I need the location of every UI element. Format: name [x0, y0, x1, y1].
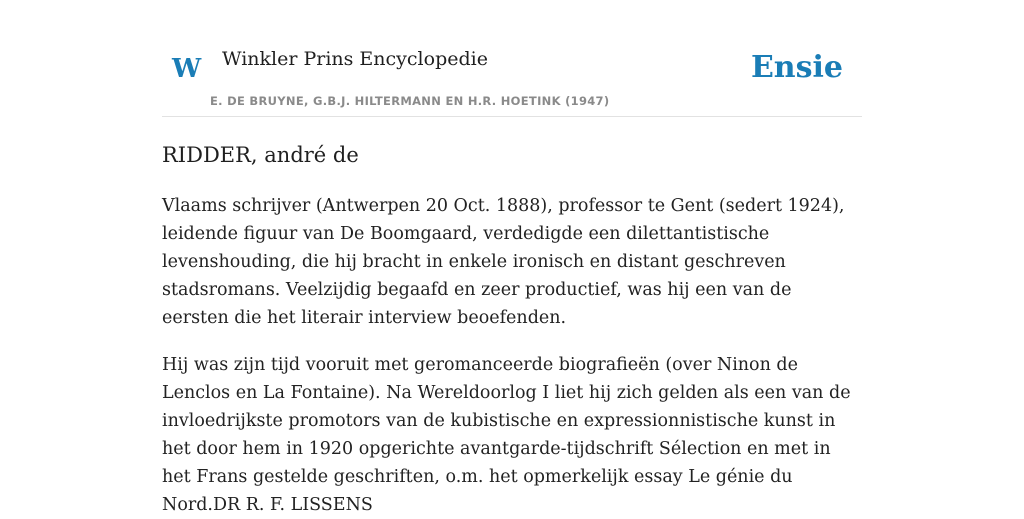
header — [162, 0, 862, 117]
entry-headword: RIDDER, andré de — [162, 143, 359, 167]
entry-paragraph: Vlaams schrijver (Antwerpen 20 Oct. 1888), professor te Gent (sedert 1924), leidende figuur van De Boomgaard, verdedigde een dilettantistische levenshouding, die hij bracht in enkele ironisch en distant geschreven stadsromans. Veelzijdig begaafd en zeer productief, was hij een van de eersten die het literair interview beoefenden. — [162, 196, 845, 328]
entry-paragraph: Hij was zijn tijd vooruit met geromanceerde biografieën (over Ninon de Lenclos en La Fontaine). Na Wereldoorlog I liet hij zich gelden als een van de invloedrijkste promotors van de kubistische en expressionnistische kunst in het door hem in 1920 opgerichte avantgarde-tijdschrift Sélection en met in het Frans gestelde geschriften, o.m. het opmerkelijk essay Le génie du Nord.DR R. F. LISSENS — [162, 355, 851, 515]
publication-title[interactable]: Winkler Prins Encyclopedie — [222, 48, 488, 70]
ensie-logo[interactable]: Ensie — [750, 50, 843, 85]
encyclopedia-logo[interactable]: W — [172, 54, 202, 84]
entry-card — [162, 0, 862, 515]
authors-line: E. DE BRUYNE, G.B.J. HILTERMANN EN H.R. HOETINK (1947) — [210, 94, 610, 108]
